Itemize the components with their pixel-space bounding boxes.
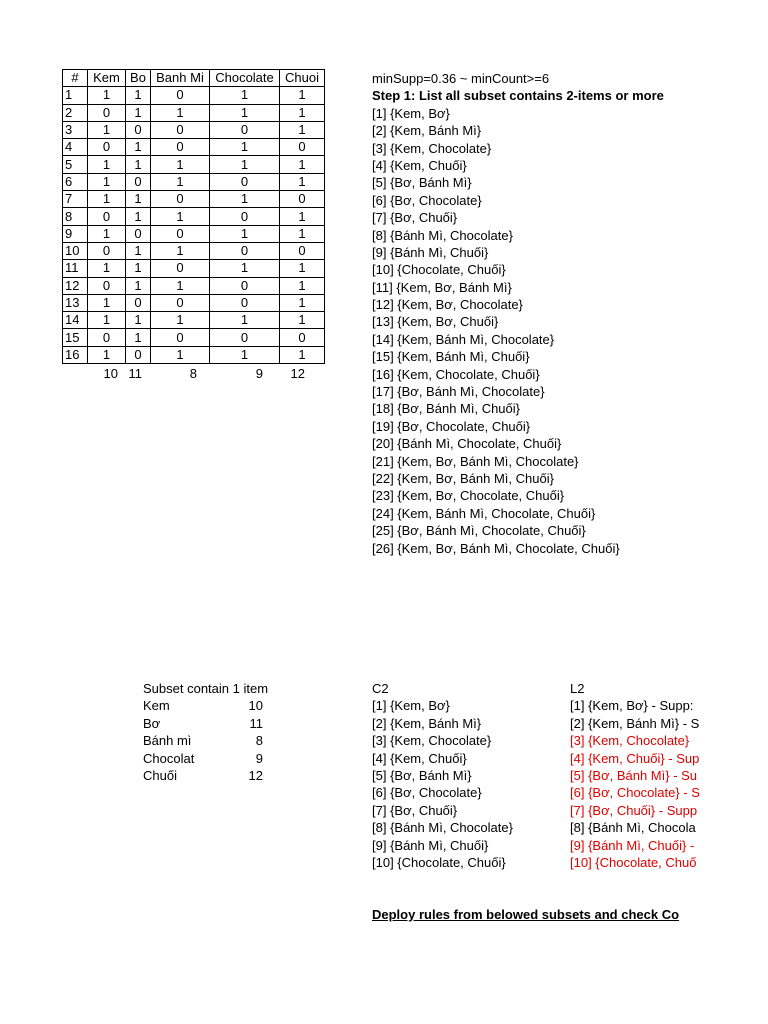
list-item: [9] {Bánh Mì, Chuối} bbox=[372, 837, 489, 853]
table-cell: 0 bbox=[151, 87, 210, 104]
table-cell: 1 bbox=[151, 277, 210, 294]
table-row bbox=[63, 156, 325, 173]
table-cell: 1 bbox=[280, 294, 325, 311]
list-item: [3] {Kem, Chocolate} bbox=[570, 733, 690, 749]
list-item: [6] {Bơ, Chocolate} - S bbox=[570, 785, 700, 801]
table-cell: 1 bbox=[210, 260, 280, 277]
item-name: Bơ bbox=[143, 715, 161, 731]
table-row bbox=[63, 104, 325, 121]
table-cell: 1 bbox=[210, 346, 280, 363]
table-cell: 0 bbox=[88, 139, 126, 156]
subset1-row bbox=[143, 732, 263, 749]
table-cell: 1 bbox=[88, 173, 126, 190]
list-item: [17] {Bơ, Bánh Mì, Chocolate} bbox=[372, 384, 545, 400]
l2-title: L2 bbox=[570, 681, 585, 696]
table-cell: 1 bbox=[126, 242, 151, 259]
table-cell: 1 bbox=[88, 260, 126, 277]
table-cell: 1 bbox=[210, 225, 280, 242]
table-cell: 1 bbox=[210, 139, 280, 156]
subset1-row bbox=[143, 697, 263, 714]
table-cell: 1 bbox=[210, 191, 280, 208]
row-number: 12 bbox=[63, 277, 88, 294]
list-item: [1] {Kem, Bơ} bbox=[372, 698, 450, 714]
row-number: 13 bbox=[63, 294, 88, 311]
table-row bbox=[63, 87, 325, 104]
list-item: [8] {Bánh Mì, Chocolate} bbox=[372, 820, 513, 836]
table-cell: 0 bbox=[126, 346, 151, 363]
list-item: [3] {Kem, Chocolate} bbox=[372, 733, 492, 749]
table-cell: 0 bbox=[210, 121, 280, 138]
list-item: [25] {Bơ, Bánh Mì, Chocolate, Chuối} bbox=[372, 523, 586, 539]
list-item: [18] {Bơ, Bánh Mì, Chuối} bbox=[372, 401, 521, 417]
table-cell: 1 bbox=[88, 191, 126, 208]
table-cell: 1 bbox=[126, 208, 151, 225]
table-cell: 1 bbox=[280, 312, 325, 329]
list-item: [3] {Kem, Chocolate} bbox=[372, 140, 492, 156]
table-cell: 0 bbox=[151, 139, 210, 156]
list-item: [13] {Kem, Bơ, Chuối} bbox=[372, 314, 499, 330]
column-header: Chuoi bbox=[280, 70, 325, 87]
table-cell: 1 bbox=[88, 156, 126, 173]
table-row bbox=[63, 121, 325, 138]
list-item: [4] {Kem, Chuối} bbox=[372, 157, 467, 173]
row-number: 3 bbox=[63, 121, 88, 138]
item-count: 8 bbox=[255, 733, 263, 749]
table-header-row bbox=[63, 70, 325, 87]
table-cell: 1 bbox=[280, 260, 325, 277]
table-cell: 1 bbox=[280, 156, 325, 173]
table-cell: 1 bbox=[280, 208, 325, 225]
row-number: 5 bbox=[63, 156, 88, 173]
subset1-section bbox=[143, 680, 269, 784]
subset1-list bbox=[143, 697, 263, 784]
table-cell: 1 bbox=[126, 277, 151, 294]
transaction-table bbox=[62, 69, 325, 364]
table-cell: 1 bbox=[151, 104, 210, 121]
column-header: Banh Mi bbox=[151, 70, 210, 87]
row-number: 7 bbox=[63, 191, 88, 208]
subset1-title: Subset contain 1 item bbox=[143, 681, 269, 696]
list-item: [26] {Kem, Bơ, Bánh Mì, Chocolate, Chuối} bbox=[372, 540, 620, 556]
list-item: [7] {Bơ, Chuối} - Supp bbox=[570, 802, 698, 818]
table-cell: 0 bbox=[280, 191, 325, 208]
list-item: [8] {Bánh Mì, Chocolate} bbox=[372, 227, 513, 243]
row-number: 16 bbox=[63, 346, 88, 363]
row-number: 14 bbox=[63, 312, 88, 329]
table-row bbox=[63, 346, 325, 363]
item-name: Chocolat bbox=[143, 750, 195, 766]
item-count: 12 bbox=[248, 767, 263, 783]
list-item: [2] {Kem, Bánh Mì} - S bbox=[570, 715, 700, 731]
table-cell: 0 bbox=[126, 121, 151, 138]
table-cell: 0 bbox=[126, 225, 151, 242]
table-cell: 1 bbox=[280, 225, 325, 242]
list-item: [5] {Bơ, Bánh Mì} bbox=[372, 175, 472, 191]
row-number: 8 bbox=[63, 208, 88, 225]
table-cell: 0 bbox=[151, 260, 210, 277]
table-cell: 0 bbox=[151, 191, 210, 208]
table-cell: 1 bbox=[151, 173, 210, 190]
column-totals bbox=[62, 366, 307, 382]
item-name: Bánh mì bbox=[143, 733, 192, 749]
table-cell: 1 bbox=[210, 104, 280, 121]
row-number: 4 bbox=[63, 139, 88, 156]
table-cell: 1 bbox=[280, 346, 325, 363]
list-item: [6] {Bơ, Chocolate} bbox=[372, 785, 482, 801]
c2-title: C2 bbox=[372, 681, 389, 696]
list-item: [1] {Kem, Bơ} - Supp: bbox=[570, 698, 694, 714]
table-row bbox=[63, 191, 325, 208]
transaction-table-container bbox=[62, 69, 325, 381]
item-count: 11 bbox=[249, 715, 263, 731]
table-cell: 1 bbox=[280, 173, 325, 190]
table-cell: 1 bbox=[88, 121, 126, 138]
deploy-heading: Deploy rules from belowed subsets and check Co bbox=[372, 907, 680, 922]
table-cell: 0 bbox=[151, 225, 210, 242]
l2-section bbox=[570, 680, 702, 871]
list-item: [10] {Chocolate, Chuối} bbox=[372, 854, 506, 870]
list-item: [10] {Chocolate, Chuố bbox=[570, 854, 697, 870]
list-item: [10] {Chocolate, Chuối} bbox=[372, 262, 506, 278]
row-number: 9 bbox=[63, 225, 88, 242]
table-cell: 0 bbox=[210, 277, 280, 294]
step1-subset-list bbox=[372, 105, 664, 557]
list-item: [1] {Kem, Bơ} bbox=[372, 105, 450, 121]
table-cell: 0 bbox=[280, 139, 325, 156]
table-cell: 1 bbox=[210, 87, 280, 104]
step1-section bbox=[372, 70, 664, 557]
list-item: [24] {Kem, Bánh Mì, Chocolate, Chuối} bbox=[372, 505, 596, 521]
row-number: 6 bbox=[63, 173, 88, 190]
column-header: Kem bbox=[88, 70, 126, 87]
table-cell: 1 bbox=[280, 277, 325, 294]
row-number: 2 bbox=[63, 104, 88, 121]
list-item: [2] {Kem, Bánh Mì} bbox=[372, 123, 482, 139]
column-total: 12 bbox=[290, 366, 305, 381]
table-cell: 1 bbox=[151, 312, 210, 329]
table-cell: 1 bbox=[280, 87, 325, 104]
table-cell: 1 bbox=[151, 208, 210, 225]
row-number: 1 bbox=[63, 87, 88, 104]
table-cell: 0 bbox=[151, 294, 210, 311]
list-item: [14] {Kem, Bánh Mì, Chocolate} bbox=[372, 331, 555, 347]
column-total: 10 bbox=[103, 366, 118, 381]
list-item: [5] {Bơ, Bánh Mì} bbox=[372, 767, 472, 783]
table-row bbox=[63, 294, 325, 311]
list-item: [8] {Bánh Mì, Chocola bbox=[570, 820, 696, 836]
step1-title: Step 1: List all subset contains 2-items or more bbox=[372, 88, 664, 104]
table-row bbox=[63, 329, 325, 346]
table-cell: 0 bbox=[151, 121, 210, 138]
minsupp-label: minSupp=0.36 ~ minCount>=6 bbox=[372, 71, 550, 86]
list-item: [20] {Bánh Mì, Chocolate, Chuối} bbox=[372, 436, 562, 452]
column-total: 9 bbox=[255, 366, 263, 381]
table-cell: 1 bbox=[88, 312, 126, 329]
table-cell: 1 bbox=[126, 104, 151, 121]
table-row bbox=[63, 277, 325, 294]
table-cell: 0 bbox=[88, 104, 126, 121]
list-item: [5] {Bơ, Bánh Mì} - Su bbox=[570, 767, 698, 783]
table-cell: 0 bbox=[280, 329, 325, 346]
table-cell: 0 bbox=[210, 294, 280, 311]
list-item: [9] {Bánh Mì, Chuối} - bbox=[570, 837, 695, 853]
row-number: 11 bbox=[63, 260, 88, 277]
table-cell: 1 bbox=[210, 312, 280, 329]
table-cell: 0 bbox=[88, 329, 126, 346]
table-row bbox=[63, 139, 325, 156]
list-item: [23] {Kem, Bơ, Chocolate, Chuối} bbox=[372, 488, 565, 504]
deploy-section bbox=[372, 907, 702, 922]
list-item: [2] {Kem, Bánh Mì} bbox=[372, 715, 482, 731]
table-row bbox=[63, 260, 325, 277]
subset1-row bbox=[143, 750, 263, 767]
table-cell: 1 bbox=[88, 87, 126, 104]
table-row bbox=[63, 173, 325, 190]
list-item: [12] {Kem, Bơ, Chocolate} bbox=[372, 297, 523, 313]
table-cell: 1 bbox=[126, 139, 151, 156]
subset1-row bbox=[143, 767, 263, 784]
table-cell: 1 bbox=[126, 312, 151, 329]
list-item: [21] {Kem, Bơ, Bánh Mì, Chocolate} bbox=[372, 453, 579, 469]
list-item: [16] {Kem, Chocolate, Chuối} bbox=[372, 366, 540, 382]
list-item: [4] {Kem, Chuối} - Sup bbox=[570, 750, 700, 766]
item-name: Chuối bbox=[143, 767, 177, 783]
c2-list bbox=[372, 697, 513, 871]
list-item: [6] {Bơ, Chocolate} bbox=[372, 192, 482, 208]
item-name: Kem bbox=[143, 698, 170, 714]
table-cell: 1 bbox=[88, 346, 126, 363]
table-cell: 0 bbox=[88, 242, 126, 259]
list-item: [19] {Bơ, Chocolate, Chuối} bbox=[372, 418, 531, 434]
c2-section bbox=[372, 680, 513, 871]
table-cell: 1 bbox=[280, 121, 325, 138]
list-item: [4] {Kem, Chuối} bbox=[372, 750, 467, 766]
table-cell: 0 bbox=[280, 242, 325, 259]
table-cell: 1 bbox=[151, 346, 210, 363]
table-cell: 0 bbox=[151, 329, 210, 346]
list-item: [7] {Bơ, Chuối} bbox=[372, 210, 458, 226]
table-cell: 1 bbox=[151, 156, 210, 173]
column-header: # bbox=[63, 70, 88, 87]
table-cell: 1 bbox=[126, 156, 151, 173]
table-row bbox=[63, 242, 325, 259]
column-total: 11 bbox=[128, 366, 142, 381]
table-row bbox=[63, 312, 325, 329]
table-cell: 1 bbox=[126, 191, 151, 208]
table-cell: 0 bbox=[210, 329, 280, 346]
l2-list bbox=[570, 697, 702, 871]
table-cell: 0 bbox=[210, 242, 280, 259]
table-row bbox=[63, 208, 325, 225]
item-count: 10 bbox=[248, 698, 263, 714]
table-cell: 0 bbox=[126, 173, 151, 190]
list-item: [7] {Bơ, Chuối} bbox=[372, 802, 458, 818]
column-total: 8 bbox=[189, 366, 197, 381]
subset1-row bbox=[143, 715, 263, 732]
list-item: [22] {Kem, Bơ, Bánh Mì, Chuối} bbox=[372, 470, 554, 486]
table-cell: 0 bbox=[88, 208, 126, 225]
table-cell: 0 bbox=[88, 277, 126, 294]
column-header: Bo bbox=[126, 70, 151, 87]
row-number: 10 bbox=[63, 242, 88, 259]
table-cell: 1 bbox=[126, 329, 151, 346]
table-cell: 0 bbox=[210, 208, 280, 225]
table-cell: 1 bbox=[126, 260, 151, 277]
table-cell: 0 bbox=[126, 294, 151, 311]
table-cell: 1 bbox=[88, 294, 126, 311]
table-cell: 0 bbox=[210, 173, 280, 190]
column-header: Chocolate bbox=[210, 70, 280, 87]
list-item: [9] {Bánh Mì, Chuối} bbox=[372, 244, 489, 260]
row-number: 15 bbox=[63, 329, 88, 346]
list-item: [11] {Kem, Bơ, Bánh Mì} bbox=[372, 279, 512, 295]
table-row bbox=[63, 225, 325, 242]
list-item: [15] {Kem, Bánh Mì, Chuối} bbox=[372, 349, 530, 365]
table-cell: 1 bbox=[126, 87, 151, 104]
table-cell: 1 bbox=[210, 156, 280, 173]
table-cell: 1 bbox=[151, 242, 210, 259]
item-count: 9 bbox=[255, 750, 263, 766]
table-cell: 1 bbox=[88, 225, 126, 242]
table-cell: 1 bbox=[280, 104, 325, 121]
